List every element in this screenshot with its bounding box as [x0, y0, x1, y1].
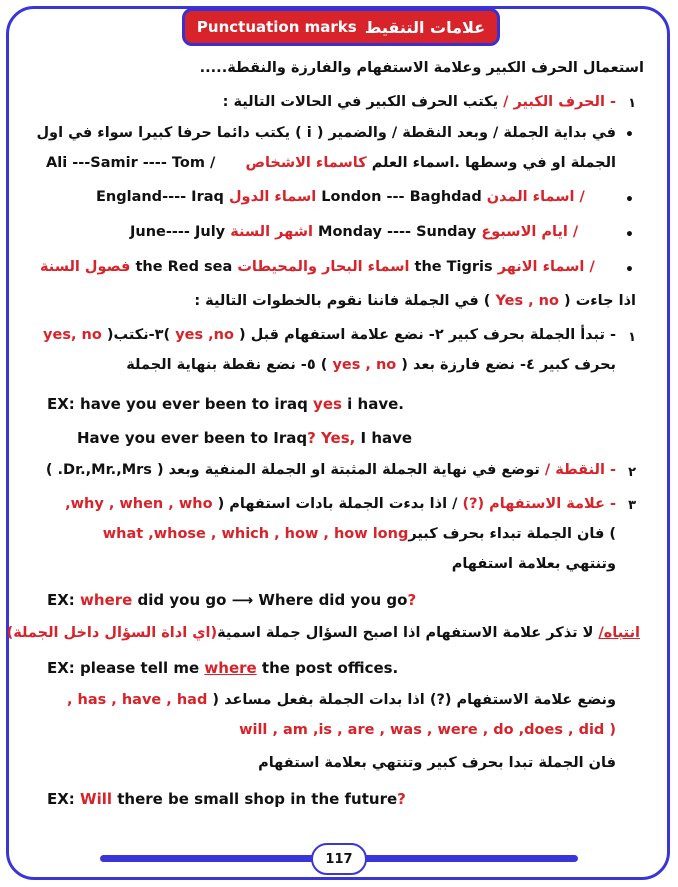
arrow-icon: ⟶ [231, 591, 254, 609]
section-number-1: ١ [628, 96, 636, 111]
ex-red: where [80, 591, 133, 609]
title-english: Punctuation marks [196, 18, 357, 36]
rivers-seas-line [40, 259, 595, 275]
example-4 [47, 659, 398, 677]
aux-rule-2: ( will , am ,is , are , was , were , do ,does , did [239, 722, 616, 738]
step-text: - تبدأ الجملة بحرف كبير ٢- نضع علامة استفهام قبل ( [233, 327, 616, 343]
example-3 [47, 591, 416, 609]
period-rule [46, 462, 616, 478]
ex-red: ? [397, 790, 406, 808]
ex-label: EX: [47, 395, 75, 413]
note-line [7, 625, 640, 641]
step-text: )٣-نكتب( [101, 327, 176, 343]
days-label: ايام الاسبوع / [481, 224, 579, 240]
ex-text: have you ever been to iraq [74, 395, 314, 413]
rivers-example: the Tigris [414, 259, 498, 275]
countries-example: England---- Iraq [96, 189, 224, 205]
intro-line: استعمال الحرف الكبير وعلامة الاستفهام والفارزة والنقطة..... [199, 60, 644, 76]
note-label: انتباه/ [598, 625, 640, 641]
ex-text: please tell me [74, 659, 205, 677]
ex-text: I have [355, 429, 413, 447]
yesno-red: Yes , no [495, 293, 559, 309]
step-red: yes ,no [175, 327, 234, 343]
question-words: why , when , who, [65, 496, 218, 512]
step-red: yes , no [332, 357, 397, 373]
capital-rule-line-1: في بداية الجملة / وبعد النقطة / والضمير ( i ) يكتب دائما حرفا كبيرا سواء في اول [36, 125, 616, 141]
section-number-1b: ١ [628, 330, 636, 345]
bullet: • [625, 227, 634, 243]
question-rule-2 [103, 526, 616, 542]
cities-label: اسماء المدن / [486, 189, 585, 205]
step-text: ) ٥- نضع نقطة بنهاية الجملة [126, 357, 333, 373]
ex-red: ? Yes, [307, 429, 356, 447]
page-number: 117 [311, 843, 367, 875]
capital-heading-rest: يكتب الحرف الكبير في الحالات التالية : [222, 94, 504, 110]
question-rule-3: وتنتهي بعلامة استفهام [451, 556, 616, 572]
ex-text: there be small shop in the future [112, 790, 398, 808]
ex-text: i have. [341, 395, 404, 413]
aux-rule-3: فان الجملة تبدا بحرف كبير وتنتهي بعلامة استفهام [258, 755, 616, 771]
period-en: Dr.,Mr.,Mrs. [57, 462, 152, 478]
cities-example: London --- Baghdad [321, 189, 487, 205]
question-red: - علامة الاستفهام (?) [462, 496, 616, 512]
ex-text: the post offices. [256, 659, 399, 677]
ex-text: did you go [132, 591, 232, 609]
step-red: yes, no [43, 327, 102, 343]
example-5 [47, 790, 406, 808]
note-text: لا تذكر علامة الاستفهام اذا اصبح السؤال جملة اسمية [217, 625, 599, 641]
bullet: • [625, 192, 634, 208]
question-text: / اذا بدءت الجملة بادات استفهام ( [217, 496, 463, 512]
ex-red: ? [407, 591, 417, 609]
cities-countries-line [96, 189, 585, 205]
period-red: - النقطة / [544, 462, 616, 478]
names-example: Ali ---Samir ---- Tom / [46, 155, 216, 171]
aux-rule-1 [67, 692, 616, 708]
days-example: Monday ---- Sunday [318, 224, 482, 240]
yesno-text: ) في الجملة فاننا نقوم بالخطوات التالية : [194, 293, 496, 309]
rule-red-text: كاسماء الاشخاص [245, 155, 372, 171]
ex-label: EX: [47, 659, 75, 677]
page-title [182, 8, 500, 46]
yesno-text: اذا جاءت ( [558, 293, 636, 309]
title-arabic: علامات التنقيط [364, 17, 486, 37]
capital-heading-red: - الحرف الكبير / [503, 94, 616, 110]
step-text: بحرف كبير ٤- نضع فارزة بعد ( [396, 357, 616, 373]
months-label: اشهر السنة [230, 224, 313, 240]
months-example: June---- July [130, 224, 226, 240]
question-words: what ,whose , which , how , how long [102, 526, 409, 542]
ex-label: EX: [47, 591, 75, 609]
question-text: ) فان الجملة تبداء بحرف كبير [408, 526, 616, 542]
ex-text: Where did you go [253, 591, 408, 609]
example-2 [77, 429, 412, 447]
aux-text: ونضع علامة الاستفهام (?) اذا بدات الجملة بفعل مساعد ( [207, 692, 616, 708]
days-months-line [130, 224, 578, 240]
question-rule-1 [65, 496, 616, 512]
capital-rule-line-2 [245, 155, 616, 171]
yesno-intro [194, 293, 636, 309]
ex-label: EX: [47, 790, 75, 808]
section-number-2: ٢ [628, 465, 636, 480]
aux-words: has , have , had , [66, 692, 208, 708]
bullet: • [625, 127, 634, 143]
bullet: • [625, 262, 634, 278]
capital-heading [223, 94, 616, 110]
rivers-label: اسماء الانهر / [497, 259, 595, 275]
section-number-3: ٣ [628, 498, 636, 513]
rule-text: الجملة او في وسطها .اسماء العلم [371, 155, 616, 171]
seas-example: the Red sea [135, 259, 238, 275]
ex-red: Will [74, 790, 113, 808]
note-red: (اي اداة السؤال داخل الجملة) [6, 625, 218, 641]
ex-text: Have you ever been to Iraq [77, 429, 308, 447]
yesno-steps-1 [43, 327, 616, 343]
period-text: ) [45, 462, 58, 478]
ex-red: yes [313, 395, 342, 413]
countries-label: اسماء الدول [228, 189, 317, 205]
seasons-label: فصول السنة [40, 259, 131, 275]
example-1 [47, 395, 404, 413]
period-text: توضع في نهاية الجملة المثبتة او الجملة المنفية وبعد ( [151, 462, 545, 478]
seas-label: اسماء البحار والمحيطات [237, 259, 410, 275]
ex-red: where [204, 659, 257, 677]
yesno-steps-2 [126, 357, 616, 373]
